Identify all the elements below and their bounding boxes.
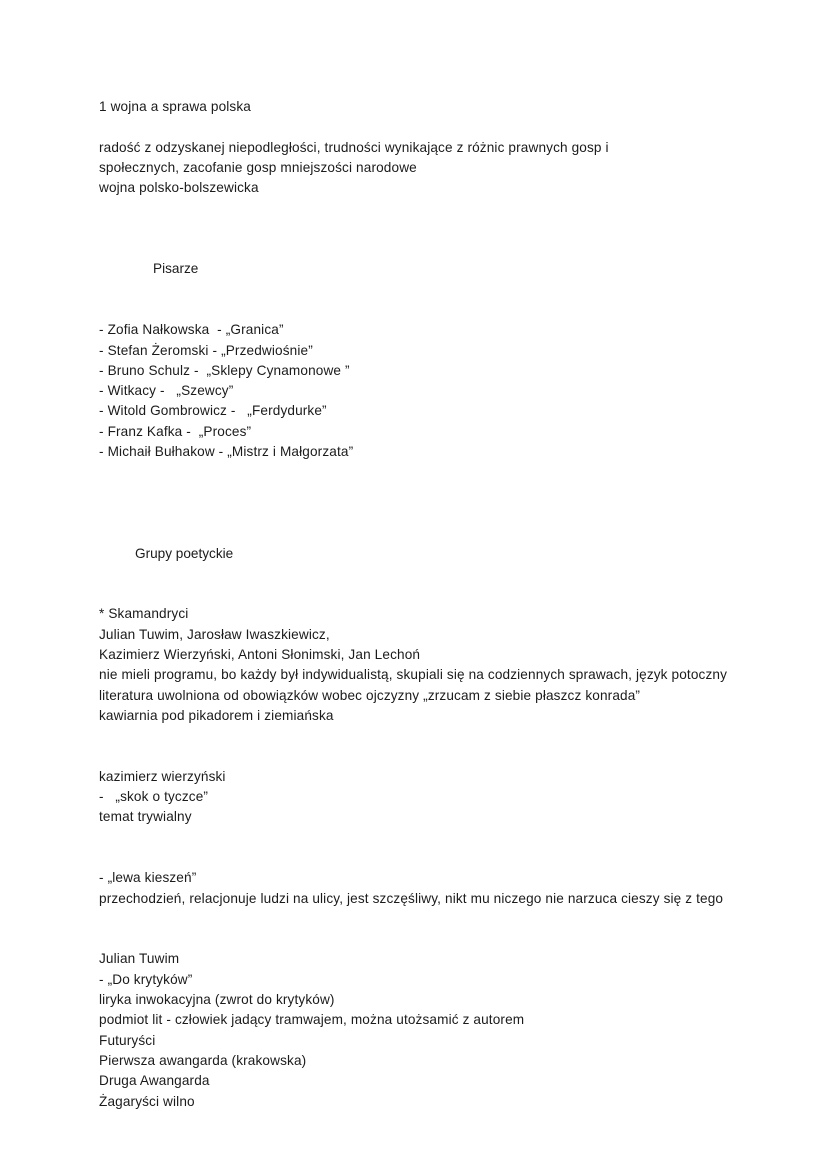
list-item: - Stefan Żeromski - „Przedwiośnie” bbox=[99, 342, 313, 358]
text-line: temat trywialny bbox=[99, 809, 192, 825]
blank-line bbox=[99, 523, 739, 543]
text-line: kawiarnia pod pikadorem i ziemiańska bbox=[99, 707, 334, 723]
list-item: - Witold Gombrowicz - „Ferdydurke” bbox=[99, 403, 327, 419]
text-line: * Skamandryci bbox=[99, 606, 189, 622]
section-kazimierz-wierzynski bbox=[99, 767, 739, 828]
text-line: Druga Awangarda bbox=[99, 1073, 210, 1089]
document-body[interactable] bbox=[99, 97, 739, 1112]
text-line: Julian Tuwim bbox=[99, 951, 180, 967]
text-line: wojna polsko-bolszewicka bbox=[99, 180, 259, 196]
text-line: Żagaryści wilno bbox=[99, 1093, 195, 1109]
text-line: Julian Tuwim, Jarosław Iwaszkiewicz, bbox=[99, 626, 330, 642]
text-line: Futuryści bbox=[99, 1032, 156, 1048]
text-line: kazimierz wierzyński bbox=[99, 768, 226, 784]
blank-lines bbox=[99, 280, 739, 321]
text-line: - „Do krytyków” bbox=[99, 971, 193, 987]
blank-lines bbox=[99, 462, 739, 523]
section-intro-title bbox=[99, 97, 739, 117]
section-heading-grupy-poetyckie bbox=[99, 544, 739, 564]
text-line: nie mieli programu, bo każdy był indywidualistą, skupiali się na codziennych sprawach, język potoczny bbox=[99, 667, 728, 683]
text-line: 1 wojna a sprawa polska bbox=[99, 99, 251, 114]
section-julian-tuwim bbox=[99, 949, 739, 1111]
text-line: literatura uwolniona od obowiązków wobec ojczyzny „zrzucam z siebie płaszcz konrada” bbox=[99, 687, 641, 703]
text-line: Kazimierz Wierzyński, Antoni Słonimski, Jan Lechoń bbox=[99, 647, 421, 663]
text-line: przechodzień, relacjonuje ludzi na ulicy, jest szczęśliwy, nikt mu niczego nie narzuca cieszy się z tego bbox=[99, 890, 724, 906]
blank-lines bbox=[99, 564, 739, 605]
list-item: - Bruno Schulz - „Sklepy Cynamonowe ” bbox=[99, 362, 350, 378]
section-writers-list bbox=[99, 320, 739, 462]
text-line: Pierwsza awangarda (krakowska) bbox=[99, 1052, 307, 1068]
section-intro-paragraph bbox=[99, 138, 739, 199]
list-item: - Michaił Bułhakow - „Mistrz i Małgorzata” bbox=[99, 444, 354, 460]
text-line: społecznych, zacofanie gosp mniejszości narodowe bbox=[99, 159, 417, 175]
list-item: - Franz Kafka - „Proces” bbox=[99, 423, 252, 439]
list-item: - Zofia Nałkowska - „Granica” bbox=[99, 322, 284, 338]
blank-line bbox=[99, 117, 739, 137]
text-line: - „lewa kieszeń” bbox=[99, 870, 197, 886]
text-line: podmiot lit - człowiek jadący tramwajem, można utożsamić z autorem bbox=[99, 1012, 525, 1028]
section-skamandryci bbox=[99, 604, 739, 726]
blank-lines bbox=[99, 828, 739, 869]
text-line: radość z odzyskanej niepodległości, trudności wynikające z różnic prawnych gosp i bbox=[99, 139, 609, 155]
section-heading-pisarze bbox=[99, 259, 739, 279]
text-line: - „skok o tyczce” bbox=[99, 789, 209, 805]
heading-text: Grupy poetyckie bbox=[135, 545, 234, 561]
blank-lines bbox=[99, 198, 739, 259]
blank-lines bbox=[99, 909, 739, 950]
list-item: - Witkacy - „Szewcy” bbox=[99, 383, 234, 399]
heading-text: Pisarze bbox=[153, 261, 199, 277]
blank-lines bbox=[99, 726, 739, 767]
section-lewa-kieszen bbox=[99, 868, 739, 909]
text-line: liryka inwokacyjna (zwrot do krytyków) bbox=[99, 992, 335, 1008]
